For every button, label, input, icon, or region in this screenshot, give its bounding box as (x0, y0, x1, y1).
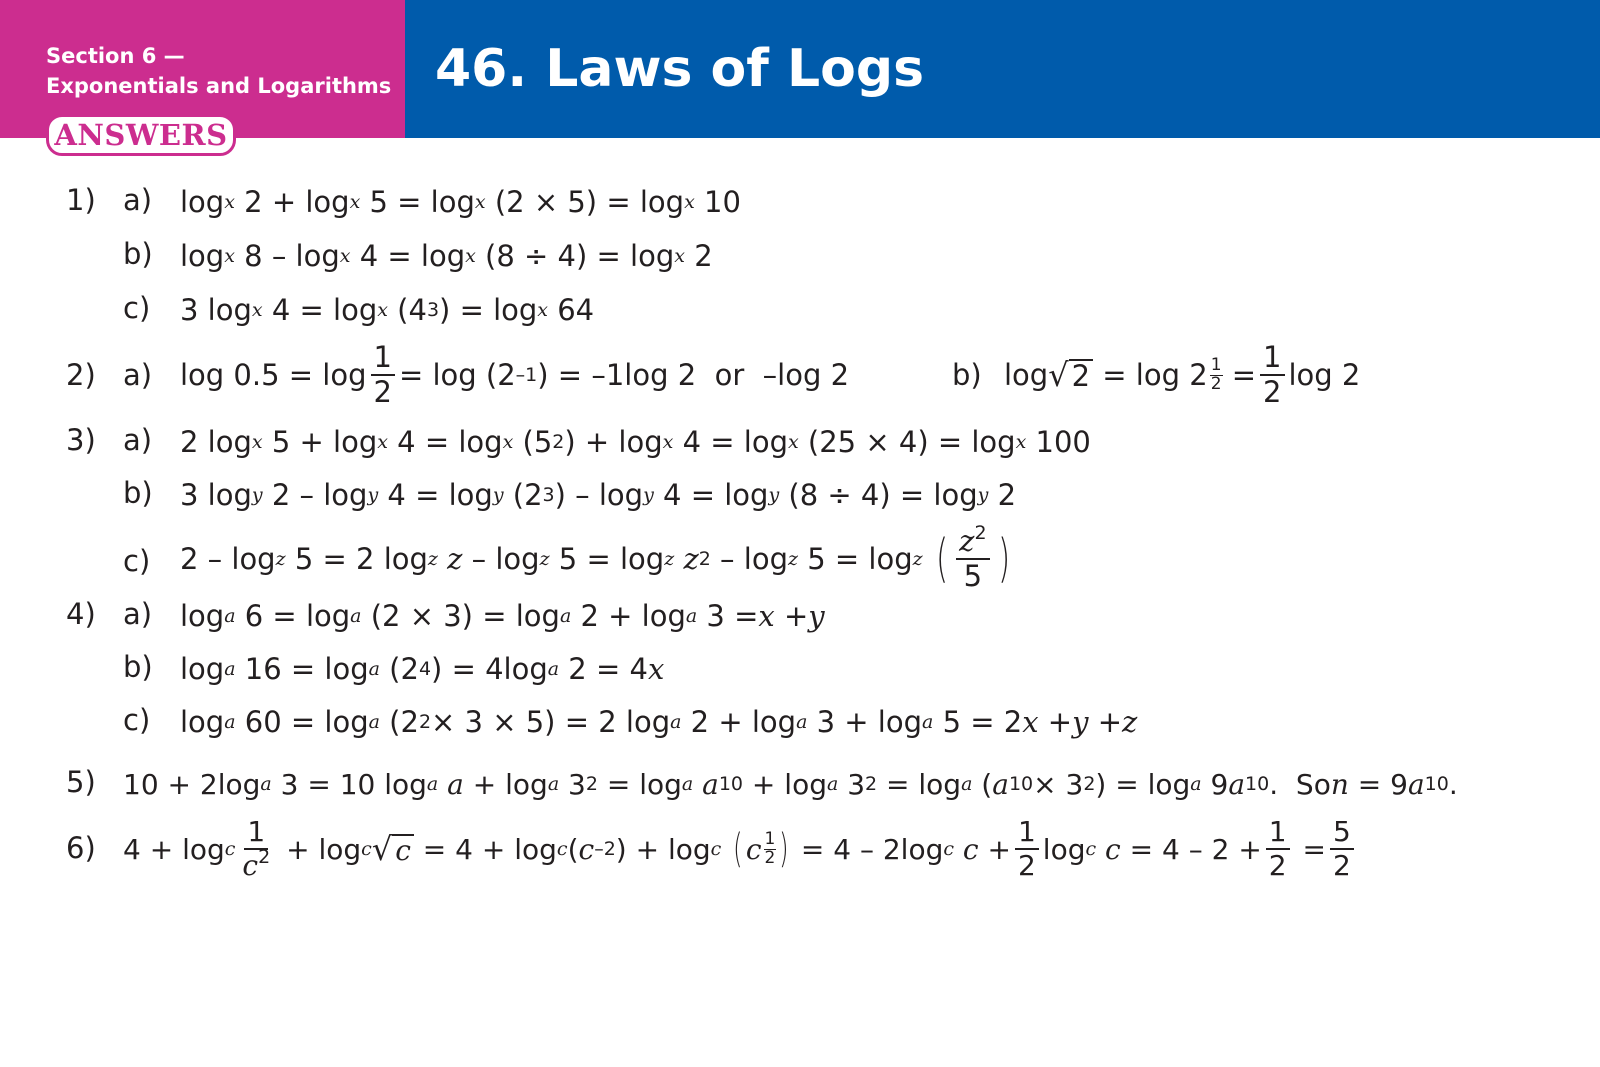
section-label (46, 41, 391, 101)
part-label-2b: b) (952, 358, 982, 392)
question-number-2: 2) (66, 358, 96, 392)
part-label-4b: b) (123, 650, 153, 684)
part-label-4a: a) (123, 597, 153, 631)
equation-5: 10 + 2log a 3 = 10 log a a + log a 3 2 = log a a 10 + log a 3 2 = log a ( a 10 × 3 2 ) = log a 9 a 10 . So n = 9 a 10 . (123, 767, 1458, 801)
part-label-1b: b) (123, 237, 153, 271)
equation-3a: 2 log x 5 + log x 4 = log x (5 2 ) + log x 4 = log x (25 × 4) = log x 100 (180, 425, 1091, 459)
answers-badge: ANSWERS (46, 114, 236, 156)
part-label-1c: c) (123, 291, 151, 325)
equation-6: 4 + log c $\frac{1}{c^2}$ + log c √ c = 4 + log c ( c –2 ) + log c ( c 1 2 ) = 4 – 2log c c + $\frac{1}{2}$ log c c = 4 – 2 + $\frac{1}{2}$ = $\frac{5}{2}$ (123, 814, 1358, 884)
equation-4b: log a 16 = log a (2 4 ) = 4log a 2 = 4 x (180, 652, 665, 686)
part-label-3b: b) (123, 476, 153, 510)
title-banner (405, 0, 1600, 138)
page-title: 46. Laws of Logs (435, 39, 925, 99)
question-number-6: 6) (66, 831, 96, 865)
part-label-1a: a) (123, 183, 153, 217)
part-label-3a: a) (123, 423, 153, 457)
part-label-3c: c) (123, 544, 151, 578)
equation-3c: 2 – log z 5 = 2 log z z – log z 5 = log z z 2 – log z 5 = log z ( $\frac{z^2}{5}$ ) (180, 522, 1010, 593)
section-line-2: Exponentials and Logarithms (46, 74, 392, 98)
equation-1b: log x 8 – log x 4 = log x (8 ÷ 4) = log x 2 (180, 239, 713, 273)
question-number-1: 1) (66, 183, 96, 217)
question-number-5: 5) (66, 765, 96, 799)
part-label-2a: a) (123, 358, 153, 392)
equation-1c: 3 log x 4 = log x (4 3 ) = log x 64 (180, 293, 595, 327)
section-line-1: Section 6 — (46, 44, 185, 68)
equation-4c: log a 60 = log a (2 2 × 3 × 5) = 2 log a 2 + log a 3 + log a 5 = 2 x + y + z (180, 705, 1138, 739)
equation-3b: 3 log y 2 – log y 4 = log y (2 3 ) – log y 4 = log y (8 ÷ 4) = log y 2 (180, 478, 1017, 512)
part-label-4c: c) (123, 703, 151, 737)
equation-2a: log 0.5 = log $\frac{1}{2}$ = log (2 –1 ) = –1log 2 or –log 2 (180, 340, 850, 409)
equation-4a: log a 6 = log a (2 × 3) = log a 2 + log a 3 = x + y (180, 599, 825, 633)
question-number-4: 4) (66, 597, 96, 631)
equation-2b: log √ 2 = log 2 1 2 = $\frac{1}{2}$ log 2 (1004, 340, 1361, 409)
equation-1a: log x 2 + log x 5 = log x (2 × 5) = log x 10 (180, 185, 741, 219)
question-number-3: 3) (66, 423, 96, 457)
